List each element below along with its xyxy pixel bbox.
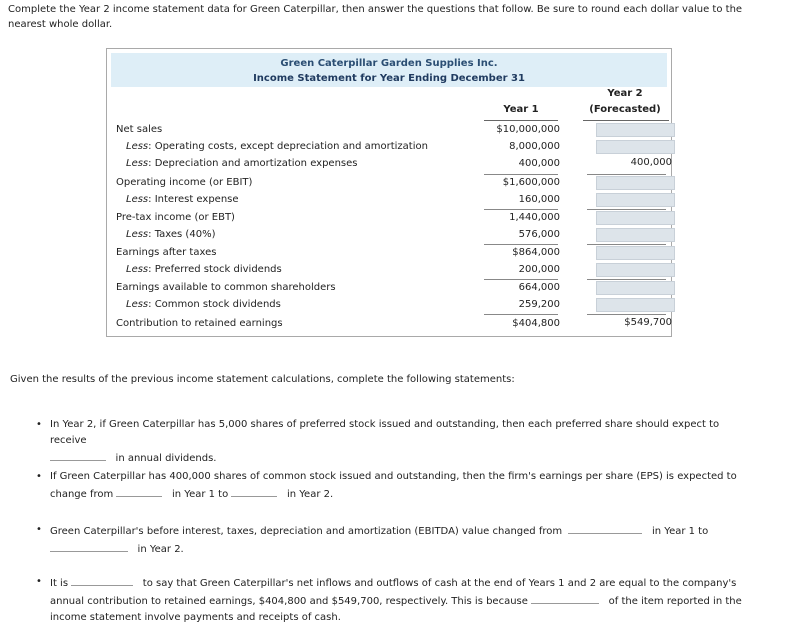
less-prefix: Less xyxy=(126,158,149,169)
year2-value: 400,000 xyxy=(630,157,672,168)
row-ebt xyxy=(116,210,664,227)
subtotal-rule xyxy=(484,314,558,315)
year2-input[interactable] xyxy=(596,123,675,137)
year2-input[interactable] xyxy=(596,228,675,242)
less-prefix: Less xyxy=(126,264,149,275)
question-ebitda: • Green Caterpillar's before interest, taxes, depreciation and amortization (EBITDA) value changed from in Year 1 to in Year 2. xyxy=(36,524,709,555)
row-net-sales xyxy=(116,122,664,139)
row-label: : Common stock dividends xyxy=(148,299,281,310)
instructions: Complete the Year 2 income statement data for Green Caterpillar, then answer the questions that follow. Be sure to round each dollar value to the nearest whole dollar. xyxy=(8,4,743,30)
row-earnings-available xyxy=(116,280,664,297)
row-operating-costs xyxy=(116,139,664,156)
answer-blank-ebitda-year1[interactable] xyxy=(568,522,642,534)
year2-input[interactable] xyxy=(596,246,675,260)
row-common-dividends xyxy=(116,297,664,314)
year1-value: 200,000 xyxy=(518,264,560,275)
year2-input[interactable] xyxy=(596,140,675,154)
question-eps: • If Green Caterpillar has 400,000 shares of common stock issued and outstanding, then the firm's earnings per share (EPS) is expected to change from in Year 1 to in Year 2. xyxy=(36,471,737,500)
bullet-icon: • xyxy=(36,576,42,587)
row-interest xyxy=(116,192,664,209)
given-text: Given the results of the previous income statement calculations, complete the following statements: xyxy=(10,374,515,385)
year1-value: 400,000 xyxy=(518,158,560,169)
year1-value: 259,200 xyxy=(518,299,560,310)
year1-value: 1,440,000 xyxy=(509,212,560,223)
year1-value: 576,000 xyxy=(518,229,560,240)
year2-input[interactable] xyxy=(596,176,675,190)
bullet-icon: • xyxy=(36,471,42,482)
row-earnings-after-taxes xyxy=(116,245,664,262)
row-label: : Taxes (40%) xyxy=(148,229,216,240)
row-label: : Operating costs, except depreciation and amortization xyxy=(148,141,428,152)
row-label: Earnings after taxes xyxy=(116,247,217,258)
answer-blank-reason[interactable] xyxy=(531,592,599,604)
row-label: : Preferred stock dividends xyxy=(148,264,282,275)
year2-input[interactable] xyxy=(596,193,675,207)
year2-input[interactable] xyxy=(596,298,675,312)
question-cash-flow: • It is to say that Green Caterpillar's net inflows and outflows of cash at the end of Years 1 and 2 are equal to the company's annual contribution to retained earnings, $404,800 and $549,700, respectively. This is because of the item reported in the income statement involve payments and receipts of cash. xyxy=(36,576,742,623)
less-prefix: Less xyxy=(126,141,149,152)
statement-header xyxy=(111,53,667,87)
year1-value: $404,800 xyxy=(512,318,560,329)
row-label: Operating income (or EBIT) xyxy=(116,177,253,188)
question-preferred-dividend: • In Year 2, if Green Caterpillar has 5,000 shares of preferred stock issued and outstanding, then each preferred share should expect to receive in annual dividends. xyxy=(36,419,720,464)
row-retained-earnings xyxy=(116,316,672,333)
answer-blank-preferred-dividend[interactable] xyxy=(50,449,106,461)
row-label: : Interest expense xyxy=(148,194,239,205)
row-label: Net sales xyxy=(116,124,163,135)
year2-input[interactable] xyxy=(596,263,675,277)
year2-value: $549,700 xyxy=(624,317,672,328)
row-label: Earnings available to common shareholders xyxy=(116,282,336,293)
year2-input[interactable] xyxy=(596,211,675,225)
row-label: Contribution to retained earnings xyxy=(116,318,283,329)
year2-header-rule xyxy=(583,120,669,121)
year1-value: $1,600,000 xyxy=(502,177,560,188)
subtotal-rule xyxy=(587,314,666,315)
answer-blank-eps-year2[interactable] xyxy=(231,485,277,497)
answer-blank-accuracy[interactable] xyxy=(71,574,133,586)
row-depreciation xyxy=(116,156,672,173)
col-year2-subheader: (Forecasted) xyxy=(589,104,661,115)
row-label: : Depreciation and amortization expenses xyxy=(148,158,358,169)
col-year2-header: Year 2 xyxy=(607,88,643,99)
row-taxes xyxy=(116,227,664,244)
bullet-icon: • xyxy=(36,524,42,535)
answer-blank-ebitda-year2[interactable] xyxy=(50,540,128,552)
row-label: Pre-tax income (or EBT) xyxy=(116,212,235,223)
company-name: Green Caterpillar Garden Supplies Inc. xyxy=(280,58,498,69)
answer-blank-eps-year1[interactable] xyxy=(116,485,162,497)
income-statement-panel xyxy=(106,48,672,337)
year1-value: $864,000 xyxy=(512,247,560,258)
row-ebit xyxy=(116,175,664,192)
col-year1-header: Year 1 xyxy=(503,104,539,115)
year1-value: $10,000,000 xyxy=(496,124,560,135)
less-prefix: Less xyxy=(126,229,149,240)
year1-value: 160,000 xyxy=(518,194,560,205)
year1-value: 664,000 xyxy=(518,282,560,293)
bullet-icon: • xyxy=(36,419,42,430)
less-prefix: Less xyxy=(126,194,149,205)
less-prefix: Less xyxy=(126,299,149,310)
statement-title: Income Statement for Year Ending December 31 xyxy=(253,73,525,84)
year1-value: 8,000,000 xyxy=(509,141,560,152)
year2-input[interactable] xyxy=(596,281,675,295)
row-preferred-dividends xyxy=(116,262,664,279)
year1-header-rule xyxy=(484,120,558,121)
